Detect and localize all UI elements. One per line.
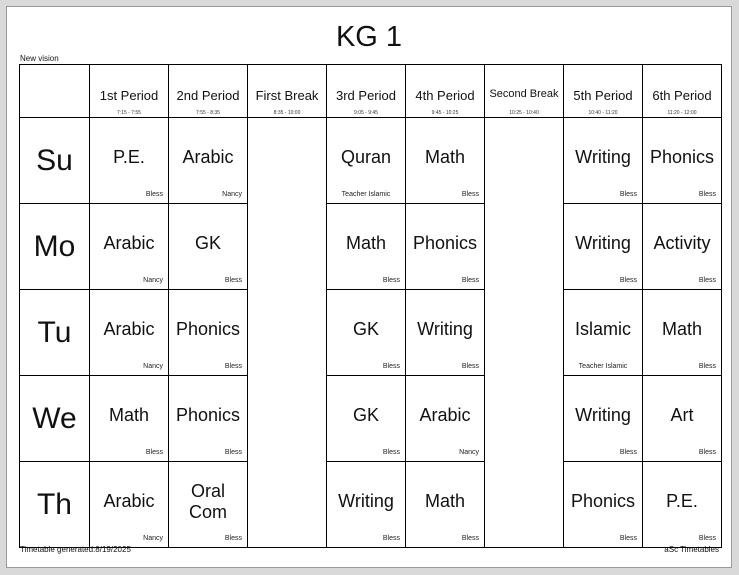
lesson-cell xyxy=(169,462,248,548)
lesson-subject: Oral Com xyxy=(188,480,227,522)
lesson-teacher: Bless xyxy=(145,449,163,456)
lesson-cell xyxy=(90,376,169,462)
first-break-column xyxy=(248,118,327,548)
lesson-teacher: Bless xyxy=(698,363,716,370)
lesson-cell xyxy=(406,204,485,290)
lesson-teacher: Bless xyxy=(461,277,479,284)
period-time: 9:05 - 9:45 xyxy=(354,110,378,116)
lesson-cell xyxy=(327,290,406,376)
lesson-cell xyxy=(643,290,722,376)
lesson-teacher: Bless xyxy=(698,191,716,198)
lesson-cell xyxy=(169,204,248,290)
generated-date: Timetable generated:8/19/2025 xyxy=(20,545,131,554)
lesson-cell xyxy=(564,290,643,376)
lesson-cell xyxy=(169,118,248,204)
lesson-teacher: Bless xyxy=(461,191,479,198)
lesson-cell xyxy=(90,462,169,548)
lesson-teacher: Nancy xyxy=(143,535,163,542)
lesson-teacher: Nancy xyxy=(143,277,163,284)
lesson-subject: Phonics xyxy=(175,405,241,425)
school-name: New vision xyxy=(20,54,59,63)
lesson-teacher: Teacher Islamic xyxy=(578,363,628,370)
lesson-cell xyxy=(90,290,169,376)
lesson-teacher: Bless xyxy=(698,277,716,284)
lesson-subject: Arabic xyxy=(103,491,155,511)
lesson-subject: GK xyxy=(352,405,379,425)
lesson-cell xyxy=(643,204,722,290)
brand-label: aSc Timetables xyxy=(664,545,719,554)
period-time: 7:55 - 8:35 xyxy=(196,110,220,116)
period-header xyxy=(643,65,722,118)
lesson-teacher: Bless xyxy=(145,191,163,198)
break-header xyxy=(248,65,327,118)
lesson-teacher: Bless xyxy=(619,191,637,198)
lesson-cell xyxy=(564,204,643,290)
lesson-subject: Phonics xyxy=(412,233,478,253)
period-name: First Break xyxy=(255,88,319,103)
class-title: KG 1 xyxy=(335,21,403,53)
period-time: 11:20 - 12:00 xyxy=(667,110,697,116)
lesson-subject: P.E. xyxy=(113,147,145,167)
lesson-subject: Arabic xyxy=(103,319,155,339)
period-time: 10:40 - 11:20 xyxy=(588,110,618,116)
lesson-subject: Art xyxy=(670,405,694,425)
lesson-cell xyxy=(169,376,248,462)
lesson-teacher: Bless xyxy=(382,277,400,284)
day-cell xyxy=(20,290,90,376)
period-header xyxy=(564,65,643,118)
corner-cell xyxy=(20,65,90,118)
lesson-subject: Writing xyxy=(575,147,631,167)
period-time: 7:15 - 7:55 xyxy=(117,110,141,116)
lesson-subject: Math xyxy=(108,405,150,425)
lesson-subject: Activity xyxy=(653,233,711,253)
lesson-subject: Phonics xyxy=(175,319,241,339)
lesson-cell xyxy=(406,118,485,204)
lesson-teacher: Bless xyxy=(224,535,242,542)
lesson-teacher: Bless xyxy=(619,449,637,456)
lesson-cell xyxy=(406,462,485,548)
lesson-teacher: Bless xyxy=(619,535,637,542)
lesson-cell xyxy=(564,376,643,462)
day-cell xyxy=(20,376,90,462)
lesson-cell xyxy=(90,118,169,204)
lesson-cell xyxy=(643,376,722,462)
day-name: Su xyxy=(36,143,73,177)
lesson-cell xyxy=(406,376,485,462)
lesson-cell xyxy=(90,204,169,290)
period-header xyxy=(406,65,485,118)
lesson-teacher: Bless xyxy=(382,535,400,542)
lesson-subject: GK xyxy=(352,319,379,339)
lesson-teacher: Bless xyxy=(461,535,479,542)
lesson-teacher: Bless xyxy=(224,277,242,284)
period-header xyxy=(90,65,169,118)
second-break-column xyxy=(485,118,564,548)
period-header xyxy=(327,65,406,118)
period-name: 3rd Period xyxy=(336,88,396,103)
lesson-subject: Arabic xyxy=(103,233,155,253)
period-time: 8:35 - 10:00 xyxy=(273,110,301,116)
lesson-teacher: Bless xyxy=(461,363,479,370)
period-name: 6th Period xyxy=(652,88,712,103)
lesson-subject: P.E. xyxy=(666,491,698,511)
lesson-cell xyxy=(327,204,406,290)
day-name: We xyxy=(32,401,77,435)
lesson-cell xyxy=(564,462,643,548)
period-header xyxy=(169,65,248,118)
day-cell xyxy=(20,204,90,290)
period-name: 1st Period xyxy=(99,88,159,103)
lesson-subject: Quran xyxy=(340,147,392,167)
period-time: 9:45 - 10:25 xyxy=(431,110,459,116)
period-time: 10:25 - 10:40 xyxy=(509,110,539,116)
lesson-teacher: Bless xyxy=(698,535,716,542)
lesson-subject: Writing xyxy=(575,405,631,425)
lesson-cell xyxy=(327,118,406,204)
timetable-grid xyxy=(19,64,722,548)
lesson-subject: Arabic xyxy=(182,147,234,167)
lesson-subject: Writing xyxy=(338,491,394,511)
lesson-cell xyxy=(327,376,406,462)
break-header xyxy=(485,65,564,118)
period-name: 5th Period xyxy=(573,88,633,103)
lesson-cell xyxy=(169,290,248,376)
lesson-teacher: Nancy xyxy=(143,363,163,370)
lesson-subject: Math xyxy=(424,491,466,511)
timetable-sheet xyxy=(6,6,732,568)
lesson-teacher: Bless xyxy=(224,363,242,370)
lesson-subject: Arabic xyxy=(419,405,471,425)
day-cell xyxy=(20,118,90,204)
lesson-cell xyxy=(643,462,722,548)
lesson-teacher: Bless xyxy=(698,449,716,456)
day-name: Tu xyxy=(37,315,72,349)
lesson-subject: GK xyxy=(194,233,221,253)
lesson-cell xyxy=(327,462,406,548)
lesson-subject: Writing xyxy=(417,319,473,339)
lesson-cell xyxy=(564,118,643,204)
lesson-subject: Phonics xyxy=(649,147,715,167)
period-name: 2nd Period xyxy=(176,88,240,103)
lesson-subject: Phonics xyxy=(570,491,636,511)
lesson-subject: Math xyxy=(345,233,387,253)
lesson-subject: Islamic xyxy=(574,319,631,339)
lesson-subject: Math xyxy=(661,319,703,339)
lesson-subject: Math xyxy=(424,147,466,167)
lesson-teacher: Bless xyxy=(382,449,400,456)
lesson-subject: Writing xyxy=(575,233,631,253)
day-name: Mo xyxy=(33,229,76,263)
lesson-teacher: Bless xyxy=(619,277,637,284)
lesson-cell xyxy=(643,118,722,204)
lesson-teacher: Teacher Islamic xyxy=(341,191,391,198)
lesson-teacher: Nancy xyxy=(222,191,242,198)
day-cell xyxy=(20,462,90,548)
period-name: Second Break xyxy=(489,88,559,100)
day-name: Th xyxy=(36,487,72,521)
lesson-cell xyxy=(406,290,485,376)
lesson-teacher: Nancy xyxy=(459,449,479,456)
lesson-teacher: Bless xyxy=(224,449,242,456)
lesson-teacher: Bless xyxy=(382,363,400,370)
period-name: 4th Period xyxy=(415,88,475,103)
